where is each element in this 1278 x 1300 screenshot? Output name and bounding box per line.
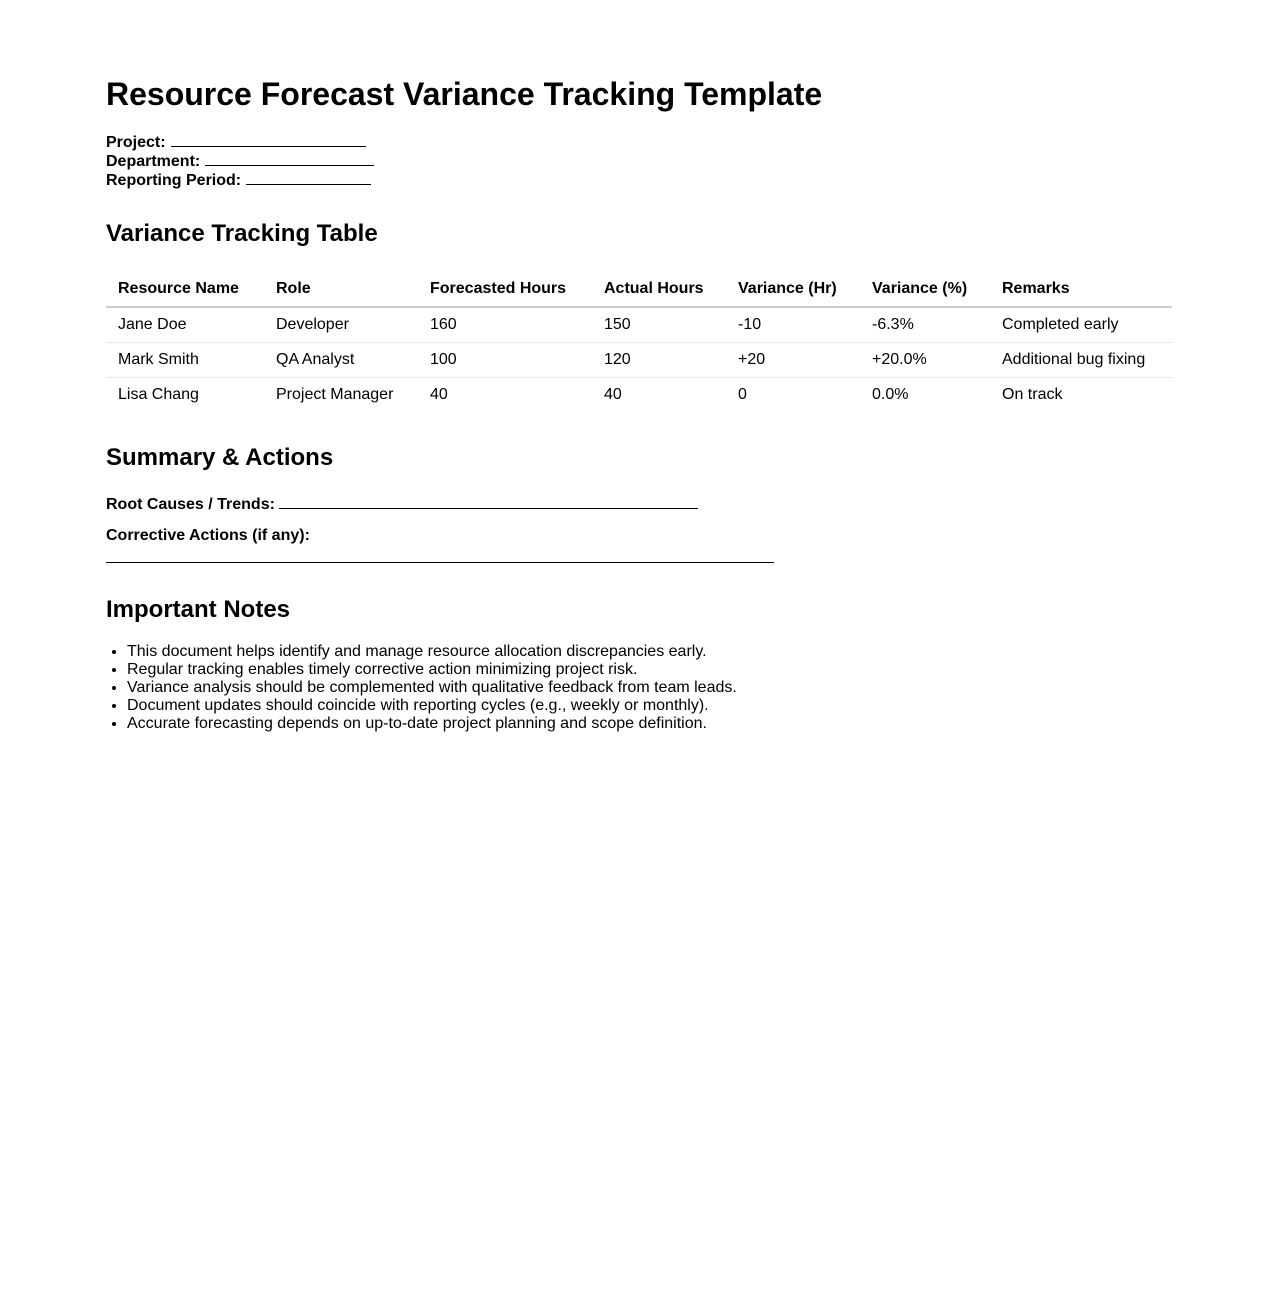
table-cell: QA Analyst [264, 343, 418, 378]
column-header: Forecasted Hours [418, 271, 592, 307]
project-blank-line[interactable] [171, 133, 366, 147]
corrective-actions-label: Corrective Actions (if any): [106, 527, 310, 544]
notes-list [106, 643, 737, 733]
project-label: Project: [106, 134, 166, 151]
list-item: • Accurate forecasting depends on up-to-date project planning and scope definition. [127, 715, 737, 733]
table-cell: 120 [592, 343, 726, 378]
table-cell: 40 [430, 386, 448, 403]
column-header: Actual Hours [592, 271, 726, 307]
department-blank-line[interactable] [205, 152, 374, 166]
reporting-period-blank-line[interactable] [246, 171, 371, 185]
table-cell: 40 [604, 386, 622, 403]
table-cell: -10 [726, 307, 860, 343]
list-item: • Variance analysis should be complemented with qualitative feedback from team leads. [127, 679, 737, 697]
table-cell: 100 [418, 343, 592, 378]
table-cell: +20.0% [860, 343, 990, 378]
summary-heading: Summary & Actions [106, 444, 334, 471]
project-field [106, 133, 374, 152]
document-meta [106, 133, 374, 190]
table-cell: +20 [726, 343, 860, 378]
table-row [106, 343, 1172, 378]
table-header-row [106, 271, 1172, 307]
root-causes-blank-line[interactable] [279, 491, 698, 509]
column-header: Variance (%) [860, 271, 990, 307]
department-label: Department: [106, 153, 201, 170]
list-item: • This document helps identify and manage resource allocation discrepancies early. [127, 643, 737, 661]
table-cell: Mark Smith [106, 343, 264, 378]
column-header: Resource Name [106, 271, 264, 307]
table-cell: Completed early [990, 307, 1172, 343]
notes-heading: Important Notes [106, 596, 291, 623]
corrective-actions-blank-line[interactable] [106, 562, 774, 563]
reporting-period-label: Reporting Period: [106, 172, 242, 189]
table-cell: Additional bug fixing [990, 343, 1172, 378]
table-cell: 160 [418, 307, 592, 343]
table-cell: 150 [592, 307, 726, 343]
list-item: • Regular tracking enables timely corrective action minimizing project risk. [127, 661, 737, 679]
column-header: Variance (Hr) [726, 271, 860, 307]
table-cell: -6.3% [860, 307, 990, 343]
table-cell: Jane Doe [106, 307, 264, 343]
root-causes-label: Root Causes / Trends: [106, 496, 275, 513]
column-header: Remarks [990, 271, 1172, 307]
table-cell: On track [1002, 386, 1063, 403]
table-row [106, 307, 1172, 343]
table-row [106, 378, 1172, 413]
root-causes-field [106, 491, 698, 514]
table-cell: Project Manager [276, 386, 394, 403]
page-title: Resource Forecast Variance Tracking Template [106, 76, 823, 112]
column-header: Role [264, 271, 418, 307]
table-cell: 0 [738, 386, 747, 403]
table-cell: Developer [264, 307, 418, 343]
department-field [106, 152, 374, 171]
table-cell: 0.0% [872, 386, 909, 403]
variance-table-heading: Variance Tracking Table [106, 220, 378, 247]
table-cell: Lisa Chang [118, 386, 199, 403]
list-item: • Document updates should coincide with reporting cycles (e.g., weekly or monthly). [127, 697, 737, 715]
variance-table [106, 271, 1172, 412]
reporting-period-field [106, 171, 374, 190]
